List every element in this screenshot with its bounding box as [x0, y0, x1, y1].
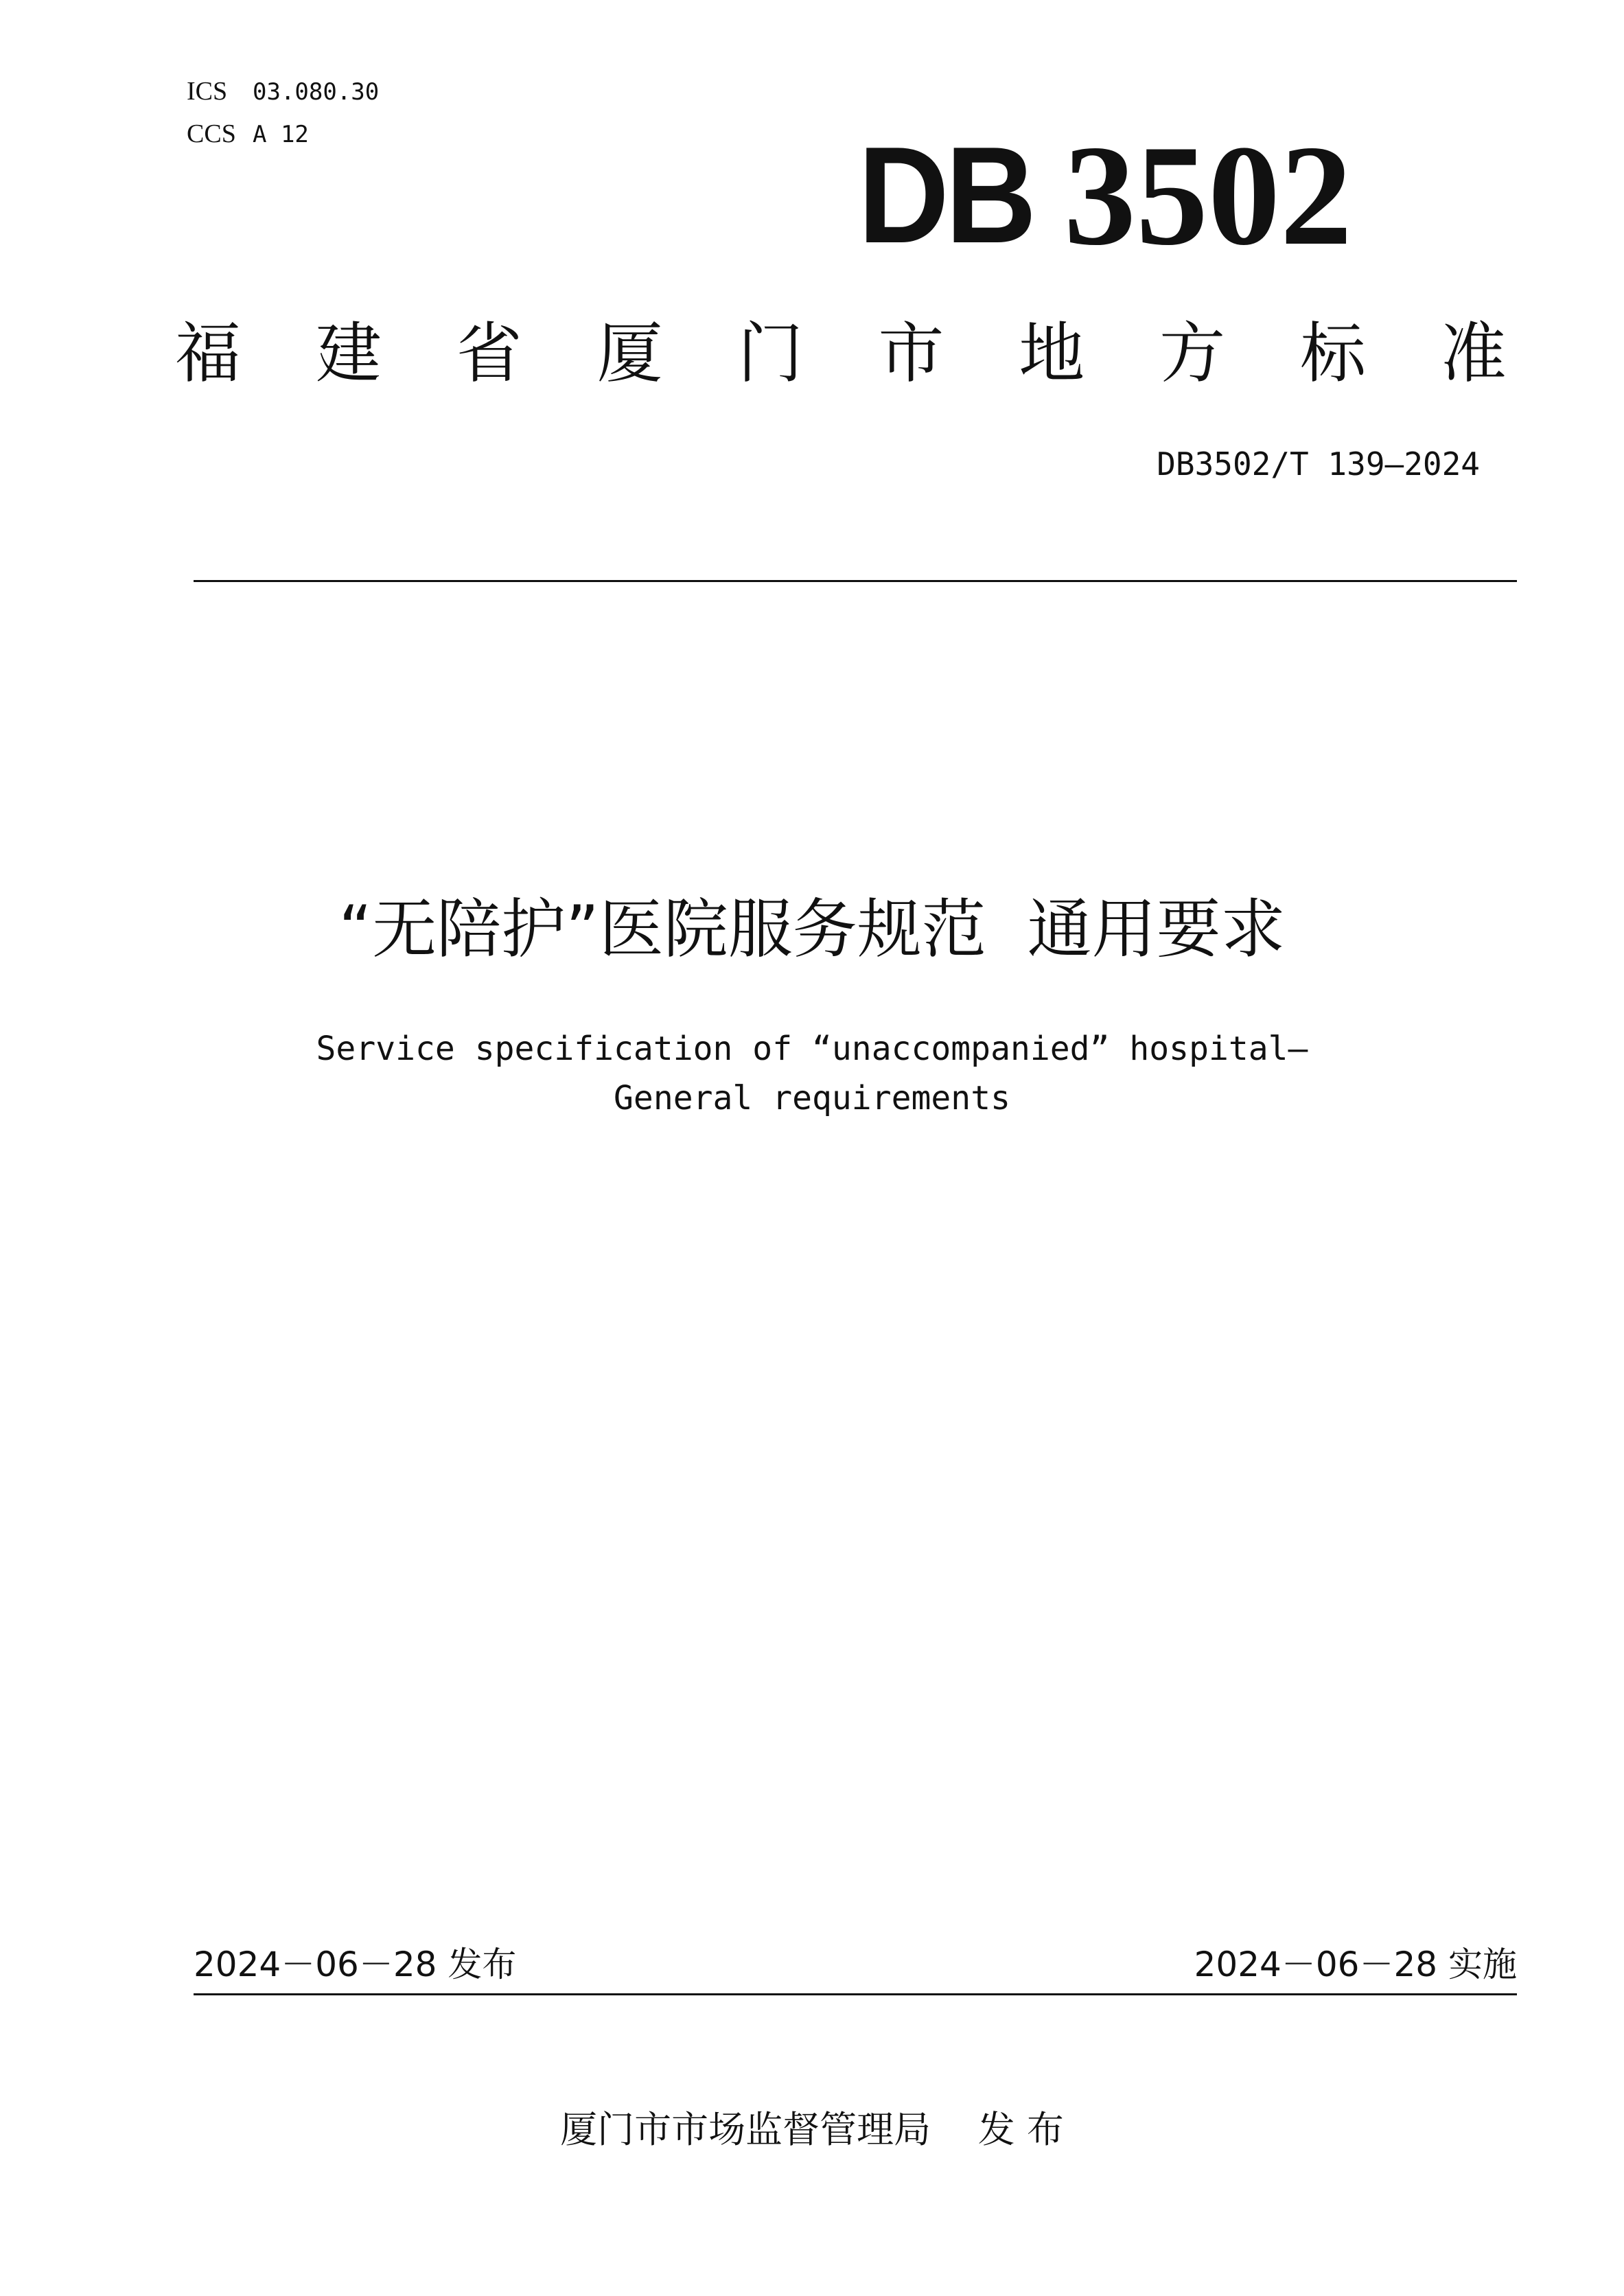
document-title-chinese: “无陪护”医院服务规范 通用要求: [338, 892, 1286, 967]
footer-divider: [194, 1993, 1517, 1995]
publish-date: 2024－06－28 发布: [194, 1945, 517, 1984]
ics-label: ICS: [187, 77, 228, 106]
category-char: 建: [315, 315, 382, 392]
category-char: 门: [737, 315, 804, 392]
standard-mark-logo: [858, 116, 1380, 275]
ccs-label: CCS: [187, 119, 236, 148]
category-char: 标: [1300, 315, 1366, 392]
ccs-code: A 12: [253, 121, 309, 148]
implementation-date: 2024－06－28 实施: [1194, 1945, 1517, 1984]
category-char: 地: [1019, 315, 1085, 392]
document-title-english-line-2: General requirements: [614, 1079, 1010, 1117]
standard-mark-prefix: DB: [858, 119, 1033, 272]
category-char: 厦: [596, 315, 663, 392]
header-divider: [194, 580, 1517, 582]
ics-classification: [187, 76, 379, 108]
category-char: 福: [175, 315, 241, 392]
category-char: 准: [1440, 315, 1507, 392]
category-char: 方: [1159, 315, 1226, 392]
standard-number: DB3502/T 139—2024: [1157, 445, 1480, 483]
ics-code: 03.080.30: [253, 78, 380, 106]
document-title-english-line-1: Service specification of “unaccompanied” hospital—: [316, 1030, 1308, 1068]
standard-category-heading: [175, 312, 1507, 395]
standard-mark-region-code: 3502: [1064, 116, 1352, 275]
category-char: 省: [456, 315, 522, 392]
category-char: 市: [878, 315, 944, 392]
ccs-classification: [187, 118, 309, 150]
issuing-authority: 厦门市市场监督管理局 发 布: [560, 2108, 1064, 2151]
